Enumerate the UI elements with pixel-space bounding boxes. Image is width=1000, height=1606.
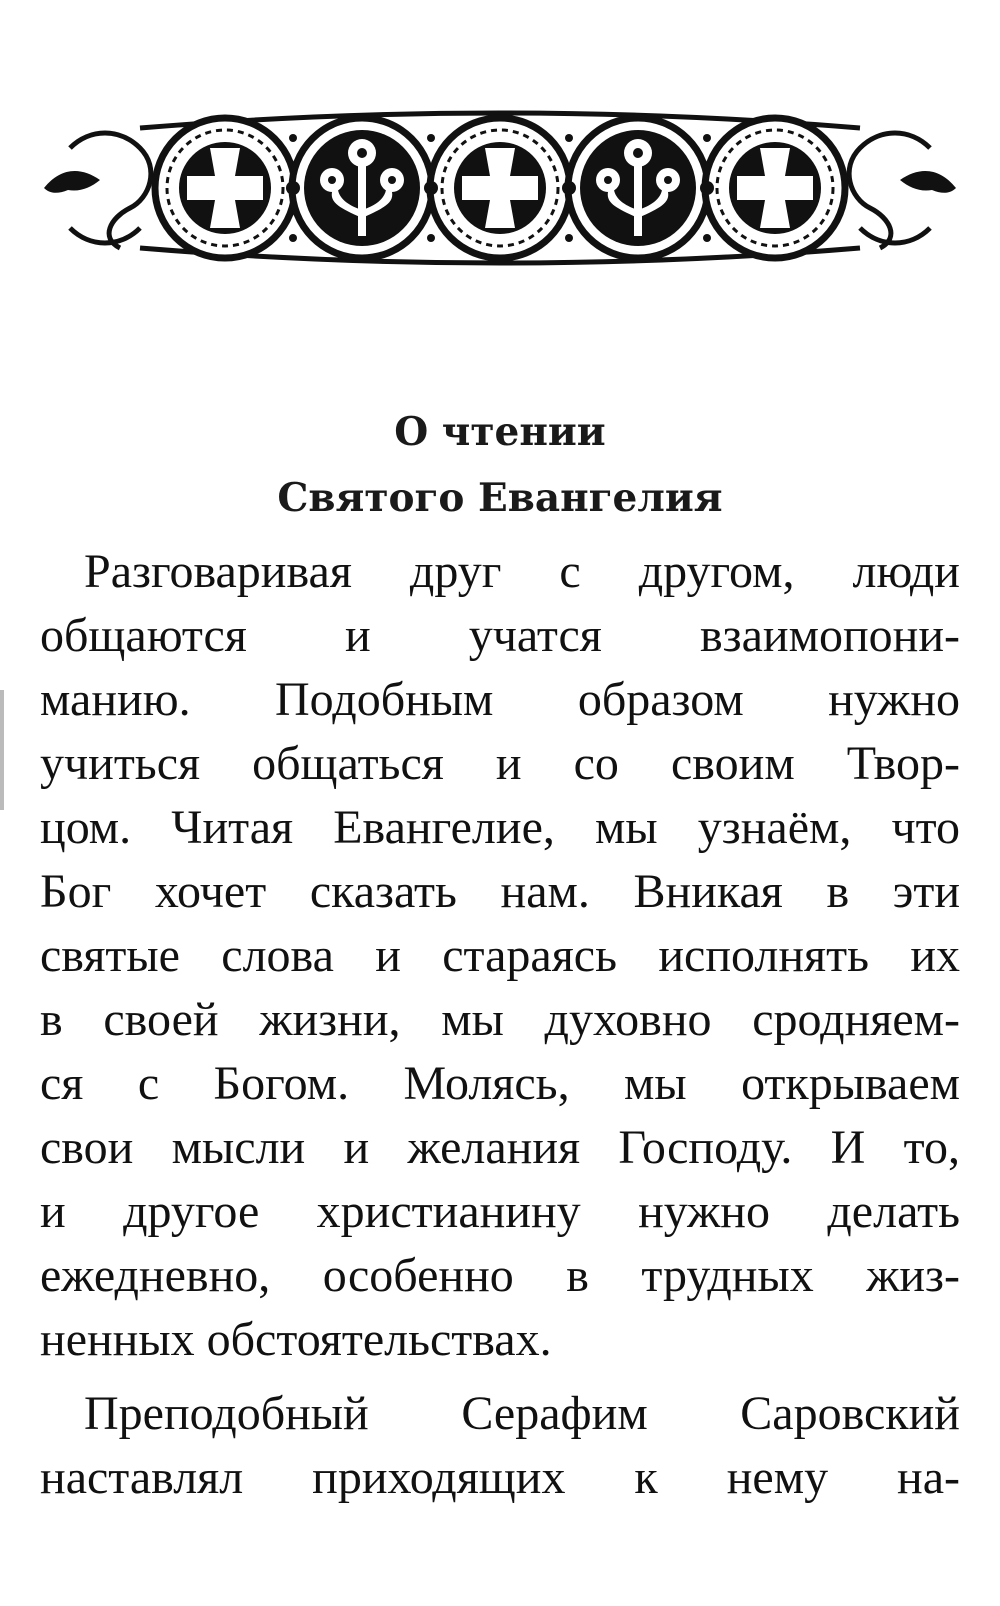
paragraph-1-line: в своей жизни, мы духовно сродняем-: [40, 993, 960, 1046]
paragraph-1-line: цом. Читая Евангелие, мы узнаём, что: [40, 801, 960, 854]
paragraph-1-line: манию. Подобным образом нужно: [40, 673, 960, 726]
heading-line-1: О чтении: [394, 409, 606, 455]
paragraph-1-line: ся с Богом. Молясь, мы открываем: [40, 1057, 960, 1110]
heading-line-2: Святого Евангелия: [277, 475, 723, 521]
paragraph-2-line: наставлял приходящих к нему на-: [40, 1451, 960, 1504]
paragraph-2-line: Преподобный Серафим Саровский: [84, 1387, 960, 1440]
tree-medallion-icon: [568, 118, 708, 258]
tree-medallion-icon: [292, 118, 432, 258]
paragraph-1-line: ежедневно, особенно в трудных жиз-: [40, 1249, 960, 1302]
paragraph-1-line: ненных обстоятельствах.: [40, 1313, 552, 1366]
paragraph-1-line: общаются и учатся взаимопони-: [40, 609, 960, 662]
paragraph-1-line: свои мысли и желания Господу. И то,: [40, 1121, 960, 1174]
page-edge-shadow: [0, 690, 4, 810]
paragraph-1-line: Разговаривая друг с другом, люди: [84, 545, 960, 598]
cross-medallion-icon: [705, 118, 845, 258]
paragraph-1-line: учиться общаться и со своим Твор-: [40, 737, 960, 790]
cross-medallion-icon: [155, 118, 295, 258]
paragraph-1-line: Бог хочет сказать нам. Вникая в эти: [40, 865, 960, 918]
decorative-ornament-header: [40, 108, 960, 268]
paragraph-1-line: и другое христианину нужно делать: [40, 1185, 960, 1238]
paragraph-1-line: святые слова и стараясь исполнять их: [40, 929, 960, 982]
cross-medallion-icon: [430, 118, 570, 258]
